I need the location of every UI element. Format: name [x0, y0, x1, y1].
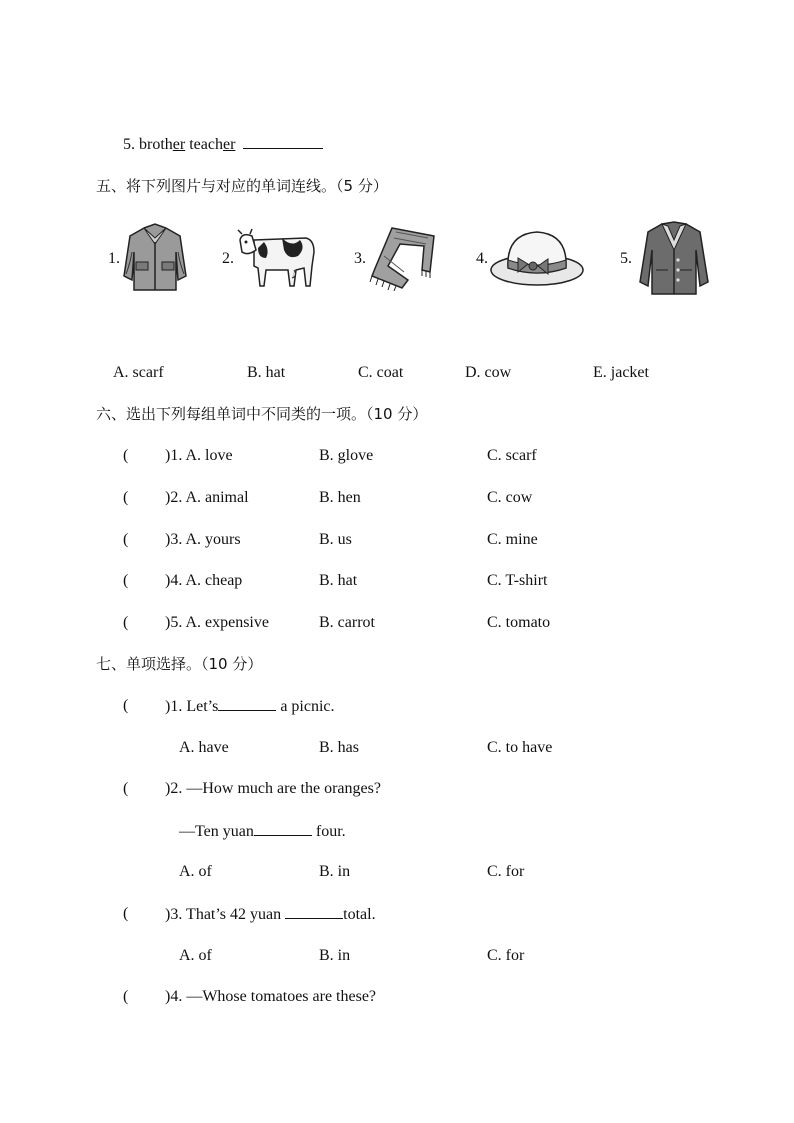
s6-q4-c: C. T-shirt [487, 572, 548, 589]
word-option-d: D. cow [465, 364, 512, 381]
s6-q5-c: C. tomato [487, 614, 551, 631]
s6-q5-b: B. carrot [319, 614, 375, 631]
section5-title: 五、将下列图片与对应的单词连线。（5 分） [96, 177, 388, 195]
s7-paren-2[interactable]: ( [123, 780, 129, 797]
s6-paren-2[interactable]: ( [123, 489, 129, 506]
s7-q3-b: B. in [319, 947, 351, 964]
picture-num-1: 1. [108, 250, 120, 267]
s7-paren-4[interactable]: ( [123, 988, 129, 1005]
s6-q2: )2. A. animal [165, 489, 249, 506]
picture-num-5: 5. [620, 250, 632, 267]
scarf-icon [368, 226, 438, 292]
hat-icon [488, 228, 586, 290]
s6-q1-c: C. scarf [487, 447, 537, 464]
s7-q2-stem: )2. —How much are the oranges? [165, 780, 381, 797]
s6-paren-5[interactable]: ( [123, 614, 129, 631]
word-option-c: C. coat [358, 364, 404, 381]
s6-q3: )3. A. yours [165, 531, 241, 548]
s6-paren-1[interactable]: ( [123, 447, 129, 464]
picture-num-4: 4. [476, 250, 488, 267]
answer-blank[interactable] [254, 821, 312, 836]
s6-q1: )1. A. love [165, 447, 233, 464]
s7-q1-stem: )1. Let’s a picnic. [165, 698, 335, 715]
word-option-a: A. scarf [113, 364, 164, 381]
word-option-e: E. jacket [593, 364, 649, 381]
jacket-icon [122, 222, 188, 294]
s7-q2-c: C. for [487, 863, 525, 880]
s6-q5: )5. A. expensive [165, 614, 269, 631]
section7-title: 七、单项选择。（10 分） [96, 655, 263, 673]
s7-q3-stem: )3. That’s 42 yuan total. [165, 906, 376, 923]
answer-blank[interactable] [243, 134, 323, 149]
s6-q4: )4. A. cheap [165, 572, 243, 589]
answer-blank[interactable] [285, 904, 343, 919]
s6-q2-c: C. cow [487, 489, 533, 506]
s6-paren-3[interactable]: ( [123, 531, 129, 548]
s6-q2-b: B. hen [319, 489, 361, 506]
picture-num-3: 3. [354, 250, 366, 267]
s7-q1-a: A. have [179, 739, 229, 756]
s6-q3-c: C. mine [487, 531, 538, 548]
s7-q2-a: A. of [179, 863, 212, 880]
s7-paren-1[interactable]: ( [123, 697, 129, 714]
answer-blank[interactable] [218, 696, 276, 711]
s7-q1-b: B. has [319, 739, 359, 756]
s6-paren-4[interactable]: ( [123, 572, 129, 589]
s7-q4-stem: )4. —Whose tomatoes are these? [165, 988, 377, 1005]
picture-num-2: 2. [222, 250, 234, 267]
s6-q4-b: B. hat [319, 572, 358, 589]
s6-q3-b: B. us [319, 531, 352, 548]
s7-paren-3[interactable]: ( [123, 905, 129, 922]
section6-title: 六、选出下列每组单词中不同类的一项。（10 分） [96, 405, 428, 423]
word-option-b: B. hat [247, 364, 286, 381]
coat-icon [636, 220, 712, 298]
s7-q2-b: B. in [319, 863, 351, 880]
q4-item-5: 5. brother teacher [123, 134, 323, 155]
s7-q1-c: C. to have [487, 739, 553, 756]
s7-q3-a: A. of [179, 947, 212, 964]
cow-icon [236, 228, 316, 290]
s6-q1-b: B. glove [319, 447, 374, 464]
s7-q3-c: C. for [487, 947, 525, 964]
s7-q2-line2: —Ten yuan four. [179, 823, 346, 840]
